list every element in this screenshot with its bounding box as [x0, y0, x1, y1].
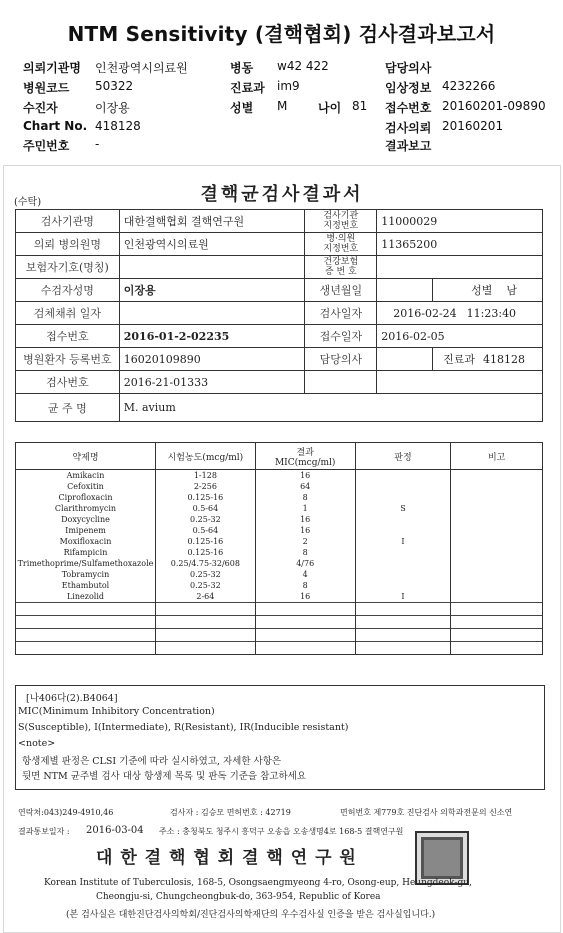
drug-mic: 2 — [255, 536, 355, 547]
hosp-no: 11365200 — [377, 233, 543, 256]
drug-mic: 1 — [255, 503, 355, 514]
lab-name: 대한결핵협회 결핵연구원 — [119, 210, 305, 233]
blank-cell — [305, 371, 377, 394]
testno-label: 검사번호 — [16, 371, 120, 394]
drug-mic: 16 — [255, 525, 355, 536]
drug-remark — [451, 580, 543, 591]
blank-cell — [377, 371, 543, 394]
health-value — [377, 256, 543, 279]
drug-range: 0.5-64 — [155, 525, 255, 536]
drug-mic: 8 — [255, 580, 355, 591]
field-label: 병원코드 — [23, 81, 70, 95]
note-line: <note> — [18, 738, 56, 749]
drug-range: 1-128 — [155, 470, 255, 482]
official-seal — [415, 831, 469, 885]
testno: 2016-21-01333 — [119, 371, 305, 394]
drug-range: 0.25-32 — [155, 569, 255, 580]
note-line: 뒷면 NTM 균주별 검사 대상 항생제 목록 및 판독 기준을 참고하세요 — [22, 771, 306, 782]
drug-mic: 16 — [255, 470, 355, 482]
recv-label: 접수번호 — [16, 325, 120, 348]
reg-value: 16020109890 — [119, 348, 305, 371]
drug-row — [16, 536, 543, 547]
examiner: 검사자 : 김승모 면허번호 : 42719 — [170, 808, 291, 817]
testdate-cell: 2016-02-24 11:23:40 — [377, 302, 543, 325]
blank-row — [16, 616, 543, 629]
field-label: 수진자 — [23, 101, 58, 115]
drug-name: Clarithromycin — [16, 503, 156, 514]
blank-cell — [16, 642, 156, 655]
address-kr: 주소 : 충청북도 청주시 흥덕구 오송읍 오송생명4로 168-5 결핵연구원 — [159, 827, 404, 836]
drug-remark — [451, 591, 543, 603]
blank-cell — [155, 603, 255, 616]
field-value: - — [95, 137, 100, 151]
drug-mic: 64 — [255, 481, 355, 492]
health-label: 건강보험 증 번 호 — [305, 256, 377, 279]
drug-row — [16, 525, 543, 536]
lab-no-label: 검사기관 지정번호 — [305, 210, 377, 233]
drug-remark — [451, 547, 543, 558]
blank-cell — [155, 642, 255, 655]
blank-cell — [16, 603, 156, 616]
drug-name: Imipenem — [16, 525, 156, 536]
drug-range: 0.125-16 — [155, 492, 255, 503]
field-value: w42 422 — [277, 59, 329, 73]
field-label: 접수번호 — [385, 101, 432, 115]
drug-name: Doxycycline — [16, 514, 156, 525]
drug-interp — [355, 470, 451, 482]
drug-range: 2-64 — [155, 591, 255, 603]
field-label: 담당의사 — [385, 61, 432, 75]
drug-interp — [355, 525, 451, 536]
hosp-no-label: 병·의원 지정번호 — [305, 233, 377, 256]
col-drug: 약제명 — [16, 443, 156, 470]
field-label: 검사의뢰 — [385, 121, 432, 135]
blank-cell — [255, 616, 355, 629]
drug-remark — [451, 558, 543, 569]
drug-range: 0.125-16 — [155, 547, 255, 558]
drug-remark — [451, 492, 543, 503]
recvdate-label: 접수일자 — [305, 325, 377, 348]
insure-label: 보험자기호(명칭) — [16, 256, 120, 279]
blank-cell — [355, 629, 451, 642]
field-value: 81 — [352, 99, 368, 113]
blank-cell — [355, 642, 451, 655]
drug-remark — [451, 525, 543, 536]
drug-name: Amikacin — [16, 470, 156, 482]
field-value: 20160201-09890 — [442, 99, 546, 113]
drug-remark — [451, 536, 543, 547]
blank-cell — [451, 616, 543, 629]
address-en: Korean Institute of Tuberculosis, 168-5, Osongsaengmyeong 4-ro, Osong-eup, Heungdeok-gu, — [44, 878, 472, 888]
drug-row — [16, 481, 543, 492]
drug-row — [16, 558, 543, 569]
drug-interp — [355, 514, 451, 525]
drug-interp — [355, 492, 451, 503]
doctor-label: 담당의사 — [305, 348, 377, 371]
drug-range: 0.125-16 — [155, 536, 255, 547]
field-label: 나이 — [318, 101, 342, 115]
certification: (본 검사실은 대한진단검사의학회/진단검사의학재단의 우수검사실 인증을 받은 검사실입니다.) — [66, 910, 436, 920]
drug-name: Linezolid — [16, 591, 156, 603]
blank-cell — [16, 629, 156, 642]
drug-remark — [451, 481, 543, 492]
blank-cell — [255, 629, 355, 642]
field-value: M — [277, 99, 288, 113]
field-value: im9 — [277, 79, 300, 93]
field-value: 이장용 — [95, 101, 130, 115]
note-line: MIC(Minimum Inhibitory Concentration) — [18, 706, 215, 717]
drug-mic: 16 — [255, 591, 355, 603]
drug-interp: I — [355, 536, 451, 547]
testdate-label: 검사일자 — [305, 302, 377, 325]
drug-row — [16, 514, 543, 525]
birth-label: 생년월일 — [305, 279, 377, 302]
blank-cell — [451, 603, 543, 616]
drug-remark — [451, 470, 543, 482]
drug-range: 2-256 — [155, 481, 255, 492]
address-en: Cheongju-si, Chungcheongbuk-do, 363-954, Republic of Korea — [96, 892, 381, 902]
drug-row — [16, 569, 543, 580]
drug-range: 0.25-32 — [155, 580, 255, 591]
drug-range: 0.25/4.75-32/608 — [155, 558, 255, 569]
drug-mic: 8 — [255, 547, 355, 558]
drug-mic: 16 — [255, 514, 355, 525]
col-interp: 판정 — [355, 443, 451, 470]
drug-remark — [451, 514, 543, 525]
drug-row — [16, 492, 543, 503]
drug-remark — [451, 569, 543, 580]
col-range: 시험농도(mcg/ml) — [155, 443, 255, 470]
drug-interp: S — [355, 503, 451, 514]
req-hosp-label: 의뢰 병의원명 — [16, 233, 120, 256]
species: M. avium — [119, 394, 542, 422]
drug-row — [16, 580, 543, 591]
drug-range: 0.5-64 — [155, 503, 255, 514]
drug-row — [16, 547, 543, 558]
blank-cell — [255, 642, 355, 655]
drug-interp — [355, 569, 451, 580]
patient-name: 이장용 — [119, 279, 305, 302]
blank-cell — [16, 616, 156, 629]
drug-interp — [355, 481, 451, 492]
document-title: 결핵균검사결과서 — [200, 184, 364, 205]
req-hosp: 인천광역시의료원 — [119, 233, 305, 256]
patient-label: 수검자성명 — [16, 279, 120, 302]
note-line: 항생제별 판정은 CLSI 기준에 따라 실시하였고, 자세한 사항은 — [22, 756, 282, 767]
drug-name: Rifampicin — [16, 547, 156, 558]
drug-interp: I — [355, 591, 451, 603]
blank-cell — [355, 603, 451, 616]
director: 면허번호 제779호 진단검사 의학과전문의 신소연 — [340, 808, 513, 817]
drug-name: Ethambutol — [16, 580, 156, 591]
drug-interp — [355, 580, 451, 591]
drug-name: Trimethoprime/Sulfamethoxazole — [16, 558, 156, 569]
collect-label: 검체채취 일자 — [16, 302, 120, 325]
species-label: 균 주 명 — [16, 394, 120, 422]
blank-cell — [255, 603, 355, 616]
org-name: 대 한 결 핵 협 회 결 핵 연 구 원 — [96, 848, 357, 868]
insure-value — [119, 256, 305, 279]
field-label: 진료과 — [230, 81, 265, 95]
blank-cell — [155, 629, 255, 642]
blank-row — [16, 603, 543, 616]
drug-name: Moxifloxacin — [16, 536, 156, 547]
field-value: 4232266 — [442, 79, 496, 93]
report-title: NTM Sensitivity (결핵협회) 검사결과보고서 — [67, 22, 496, 46]
lab-no: 11000029 — [377, 210, 543, 233]
drug-mic: 8 — [255, 492, 355, 503]
drug-range: 0.25-32 — [155, 514, 255, 525]
blank-row — [16, 629, 543, 642]
scanned-result-document — [3, 165, 561, 933]
recvdate: 2016-02-05 — [377, 325, 543, 348]
field-label: 의뢰기관명 — [23, 61, 81, 75]
report-date: 2016-03-04 — [86, 825, 144, 836]
col-remark: 비고 — [451, 443, 543, 470]
drug-row — [16, 591, 543, 603]
field-value: 인천광역시의료원 — [95, 61, 188, 75]
lab-name-label: 검사기관명 — [16, 210, 120, 233]
field-label: 병동 — [230, 61, 254, 75]
drug-name: Tobramycin — [16, 569, 156, 580]
dept-cell: 진료과 418128 — [433, 348, 543, 371]
contact: 연락처:043)249-4910,46 — [18, 808, 114, 817]
field-label: Chart No. — [23, 119, 88, 133]
drug-name: Ciprofloxacin — [16, 492, 156, 503]
patient-info-table — [15, 209, 543, 422]
drug-row — [16, 470, 543, 482]
field-label: 성별 — [230, 101, 254, 115]
blank-cell — [451, 642, 543, 655]
field-label: 주민번호 — [23, 139, 70, 153]
collect-value — [119, 302, 305, 325]
sex-cell: 성별 남 — [433, 279, 543, 302]
col-mic: 결과 MIC(mcg/ml) — [255, 443, 355, 470]
drug-interp — [355, 558, 451, 569]
drug-mic: 4 — [255, 569, 355, 580]
drug-remark — [451, 503, 543, 514]
field-value: 418128 — [95, 119, 141, 133]
drug-interp — [355, 547, 451, 558]
field-label: 임상정보 — [385, 81, 432, 95]
field-value: 50322 — [95, 79, 134, 93]
note-line: [나406다(2).B4064] — [26, 693, 118, 704]
drug-row — [16, 503, 543, 514]
blank-cell — [355, 616, 451, 629]
form-tag: (수탁) — [14, 197, 42, 208]
drug-susceptibility-table — [15, 442, 543, 655]
blank-cell — [451, 629, 543, 642]
drug-name: Cefoxitin — [16, 481, 156, 492]
reg-label: 병원환자 등록번호 — [16, 348, 120, 371]
blank-cell — [155, 616, 255, 629]
birth-value — [377, 279, 433, 302]
report-date-label: 결과통보일자 : — [18, 827, 70, 836]
blank-row — [16, 642, 543, 655]
drug-mic: 4/76 — [255, 558, 355, 569]
recv-value: 2016-01-2-02235 — [119, 325, 305, 348]
field-label: 결과보고 — [385, 139, 432, 153]
field-value: 20160201 — [442, 119, 504, 133]
doctor-value — [377, 348, 433, 371]
note-line: S(Susceptible), I(Intermediate), R(Resistant), IR(Inducible resistant) — [18, 722, 349, 733]
